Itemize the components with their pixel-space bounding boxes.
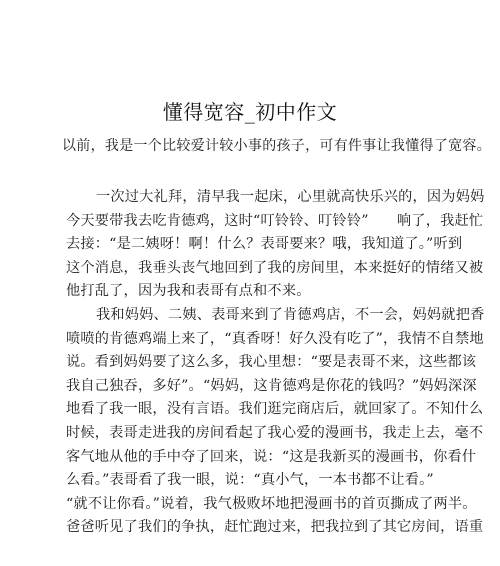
document-title: 懂得宽容_初中作文 <box>162 100 338 124</box>
paragraph-2-line: 喷喷的肯德鸡端上来了，“真香呀！好久没有吃了”，我情不自禁地 <box>66 330 484 347</box>
paragraph-2-line: “就不让你看。”说着，我气极败坏地把漫画书的首页撕成了两半。 <box>66 495 477 512</box>
paragraph-2-line: 么看。”表哥看了我一眼，说：“真小气，一本书都不让看。” <box>66 472 434 489</box>
paragraph-1-line: 去接：“是二姨呀！啊！什么？表哥要来？哦，我知道了。”听到 <box>66 236 463 253</box>
paragraph-2-line: 说。看到妈妈要了这么多，我心里想：“要是表哥不来，这些都该 <box>66 354 477 371</box>
paragraph-1-line: 这个消息，我垂头丧气地回到了我的房间里，本来挺好的情绪又被 <box>66 259 484 276</box>
paragraph-2-line: 我自己独吞，多好”。“妈妈，这肯德鸡是你花的钱吗？”妈妈深深 <box>66 377 477 394</box>
intro-paragraph: 以前，我是一个比较爱计较小事的孩子，可有件事让我懂得了宽容。 <box>62 138 491 154</box>
paragraph-2-line: 时候，表哥走进我的房间看起了我心爱的漫画书，我走上去，毫不 <box>66 424 484 441</box>
paragraph-2-line: 爸爸听见了我们的争执，赶忙跑过来，把我拉到了其它房间，语重 <box>66 519 484 536</box>
paragraph-1-line: 一次过大礼拜，清早我一起床，心里就高快乐兴的，因为妈妈 <box>96 189 485 205</box>
article-body <box>66 186 485 540</box>
paragraph-1-line: 他打乱了，因为我和表哥有点和不来。 <box>66 283 311 300</box>
paragraph-2-line: 地看了我一眼，没有言语。我们逛完商店后，就回家了。不知什么 <box>66 401 484 418</box>
paragraph-1-line: 今天要带我去吃肯德鸡，这时“叮铃铃、叮铃铃” 响了，我赶忙 <box>66 212 484 229</box>
paragraph-2-line: 客气地从他的手中夺了回来，说：“这是我新买的漫画书，你看什 <box>66 448 477 465</box>
paragraph-2-line: 我和妈妈、二姨、表哥来到了肯德鸡店，不一会，妈妈就把香 <box>96 306 485 323</box>
